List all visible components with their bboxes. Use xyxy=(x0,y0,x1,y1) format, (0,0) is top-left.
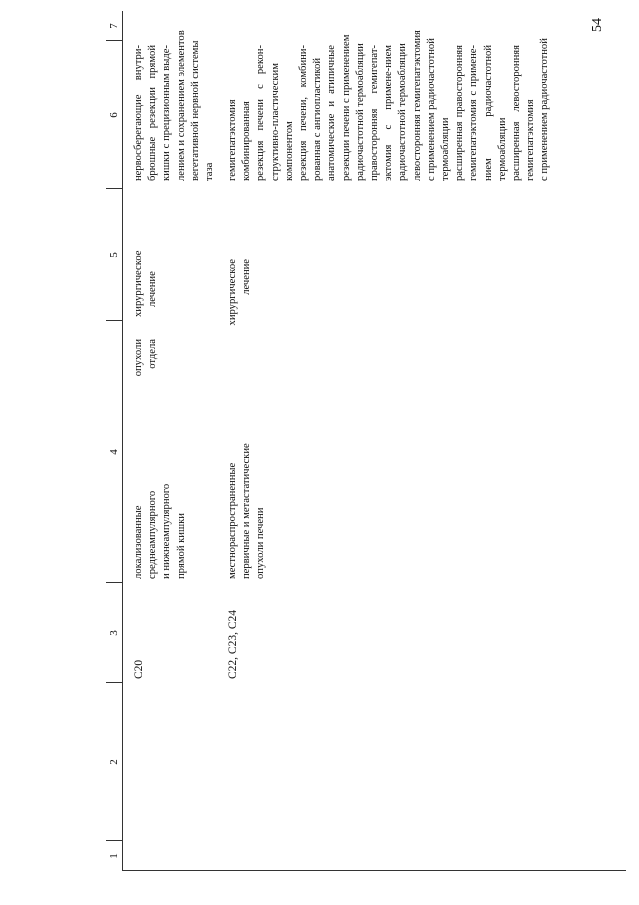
condition-line: хирургическое xyxy=(227,259,238,326)
treatment-line: лечение xyxy=(147,271,159,307)
treatment-type xyxy=(132,197,160,317)
condition-line: локализованные xyxy=(133,505,144,579)
condition-text xyxy=(226,259,269,579)
page-number: 54 xyxy=(590,18,605,32)
method-line: таза xyxy=(204,162,216,181)
condition-line: прямой кишки xyxy=(175,513,187,579)
method-line: нервосберегающие внутри- xyxy=(133,45,144,181)
treatment-method xyxy=(132,30,217,181)
method-line: анатомические и атипичные xyxy=(326,45,338,181)
condition-line: лечение xyxy=(241,259,253,295)
treatment-method xyxy=(226,30,553,181)
condition-text xyxy=(132,321,189,579)
method-line: рованная с ангиопластикой xyxy=(312,58,324,181)
method-line: гемигепатэктомия с примене- xyxy=(468,45,480,181)
diagnosis-code: C20 xyxy=(133,659,145,679)
method-line: с применением радиочастотной xyxy=(539,38,551,181)
method-line: эктомия с примене-нием xyxy=(383,45,395,181)
method-line: структивно-пластическим xyxy=(269,63,281,181)
method-line: лением и сохранением элементов xyxy=(175,30,187,181)
condition-line: местнораспространенные xyxy=(227,462,238,579)
header-col-7: 7 xyxy=(108,23,120,29)
method-line: резекции печени с применением xyxy=(340,34,352,181)
table-header xyxy=(106,11,123,871)
condition-line: опухоли печени xyxy=(255,507,267,579)
header-col-4: 4 xyxy=(108,449,120,455)
method-line: расширенная правосторонняя xyxy=(454,45,466,181)
method-line: гемигепатэктомия xyxy=(525,99,537,181)
method-line: брюшные резекции прямой xyxy=(147,45,159,181)
condition-line: отдела xyxy=(147,339,159,369)
condition-line: первичные и метастатические xyxy=(241,443,253,579)
condition-line: и нижнеампулярного xyxy=(161,483,173,579)
diagnosis-code: C22, C23, C24 xyxy=(227,609,239,679)
method-line: с применением радиочастотной xyxy=(425,38,437,181)
table-left-border xyxy=(122,870,626,871)
method-line: гемигепатэктомия xyxy=(227,99,238,181)
method-line: расширенная левосторонняя xyxy=(511,45,523,181)
method-line: левосторонняя гемигепатэктомия xyxy=(411,30,423,181)
method-line: термоабляции xyxy=(496,117,508,181)
method-line: комбинированная xyxy=(241,101,253,181)
header-col-5: 5 xyxy=(108,252,120,258)
method-line: нием радиочастотной xyxy=(482,45,494,181)
method-line: вегетативной нервной системы xyxy=(189,40,201,181)
method-line: радиочастотной термоабляции xyxy=(397,43,409,181)
rotated-table xyxy=(106,11,626,871)
header-col-6: 6 xyxy=(108,112,120,118)
method-line: правосторонняя гемигепат- xyxy=(369,45,381,181)
condition-line: среднеампулярного xyxy=(147,490,159,579)
method-line: компонентом xyxy=(283,121,295,181)
header-col-3: 3 xyxy=(108,630,120,636)
treatment-line: хирургическое xyxy=(133,250,144,317)
method-line: резекция печени с рекон- xyxy=(255,45,267,181)
method-line: термоабляции xyxy=(440,117,452,181)
header-col-2: 2 xyxy=(108,759,120,765)
method-line: резекция печени, комбини- xyxy=(298,45,310,181)
method-line: кишки с прецизионным выде- xyxy=(161,45,173,181)
method-line: радиочастотной термоабляции xyxy=(354,43,366,181)
header-col-1: 1 xyxy=(108,853,120,859)
condition-line: опухоли xyxy=(133,339,144,377)
